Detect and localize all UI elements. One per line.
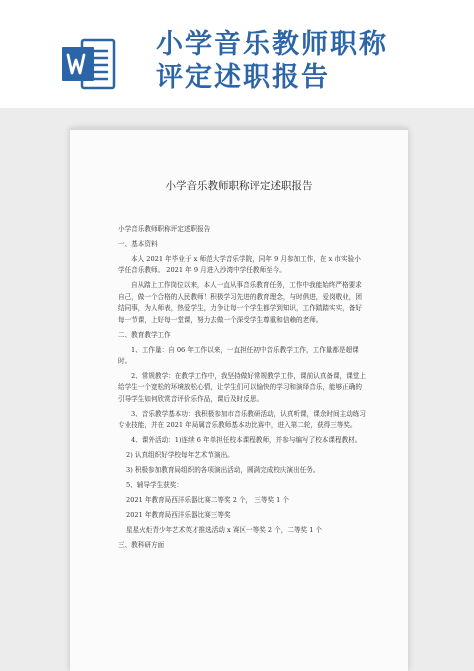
banner-title [156, 28, 388, 94]
paragraph-workload: 1、工作量：自 06 年工作以来，一直担任初中音乐教学工作，工作量都是超课时。 [118, 345, 359, 366]
paragraph-basic-skills: 3、音乐教学基本功：我积极参加市音乐教研活动，认真听课，课余时间主动练习专业技能，并在 2021 年局属音乐教师基本功比赛中，进入第二轮，获得三等奖。 [118, 409, 366, 430]
paragraph-award-2: 2021 年教育局西洋乐器比赛三等奖 [126, 511, 231, 520]
paragraph-student-awards-heading: 5、辅导学生获奖： [126, 481, 183, 490]
paragraph-performances: 3) 积极参加教育局组织的各项演出活动，圆满完成校庆演出任务。 [126, 466, 320, 475]
document-title: 小学音乐教师职称评定述职报告 [165, 180, 313, 192]
paragraph-basic-info: 本人 2021 年毕业于 x 师范大学音乐学院，同年 9 月参加工作，在 x 市实验小学任音乐教师。 2021 年 9 月进入沙湾中学任教师至今。 [118, 255, 361, 275]
paragraph-award-1: 2021 年教育局西洋乐器比赛二等奖 2 个， 三等奖 1 个 [126, 496, 290, 505]
paragraph-extracurricular: 4、课外活动：1)连续 6 年单担任校本课程教师，并参与编写了校本课程教材。 [131, 436, 362, 445]
paragraph-award-3: 星星火炬青少年艺术英才推选活动 x 赛区一等奖 2 个，二等奖 1 个 [126, 526, 323, 535]
document-page [70, 128, 408, 671]
paragraph-routine-teaching: 2、常规教学：在教学工作中，我坚持做好常规教学工作，课前认真备课，课堂上给学生一个宽松的环境放松心情，让学生们可以愉快的学习和演绎音乐，能够正确的引导学生如何欣赏音评价乐作品，课后及时反思。 [118, 372, 366, 403]
paragraph-work-attitude: 自从踏上工作岗位以来，本人一直从事音乐教育任务，工作中我能始终严格要求自己，做一个合格的人民教师！积极学习先进的教育理念，与时俱进，爱岗敬业，团结同事，为人师表，热爱学生，力争让每一个学生都学到知识，工作踏踏实实，备好每一节课，上好每一堂课，努力去做一个深受学生尊重和信赖的老师。 [118, 281, 362, 324]
section-heading-research: 三、教科研方面 [118, 541, 165, 550]
paragraph-report-heading: 小学音乐教师职称评定述职报告 [118, 225, 211, 233]
document-body [118, 224, 366, 555]
section-heading-teaching-work: 二、教育教学工作 [118, 330, 171, 339]
word-document-icon [62, 38, 116, 90]
section-heading-basic-info: 一、基本资料 [118, 240, 158, 248]
paragraph-art-festival: 2) 认真组织好学校每年艺术节演出。 [126, 451, 234, 460]
banner-title-line-1: 小学音乐教师职称 [156, 29, 388, 60]
banner-title-line-2: 评定述职报告 [156, 62, 330, 93]
header-banner [0, 0, 474, 108]
